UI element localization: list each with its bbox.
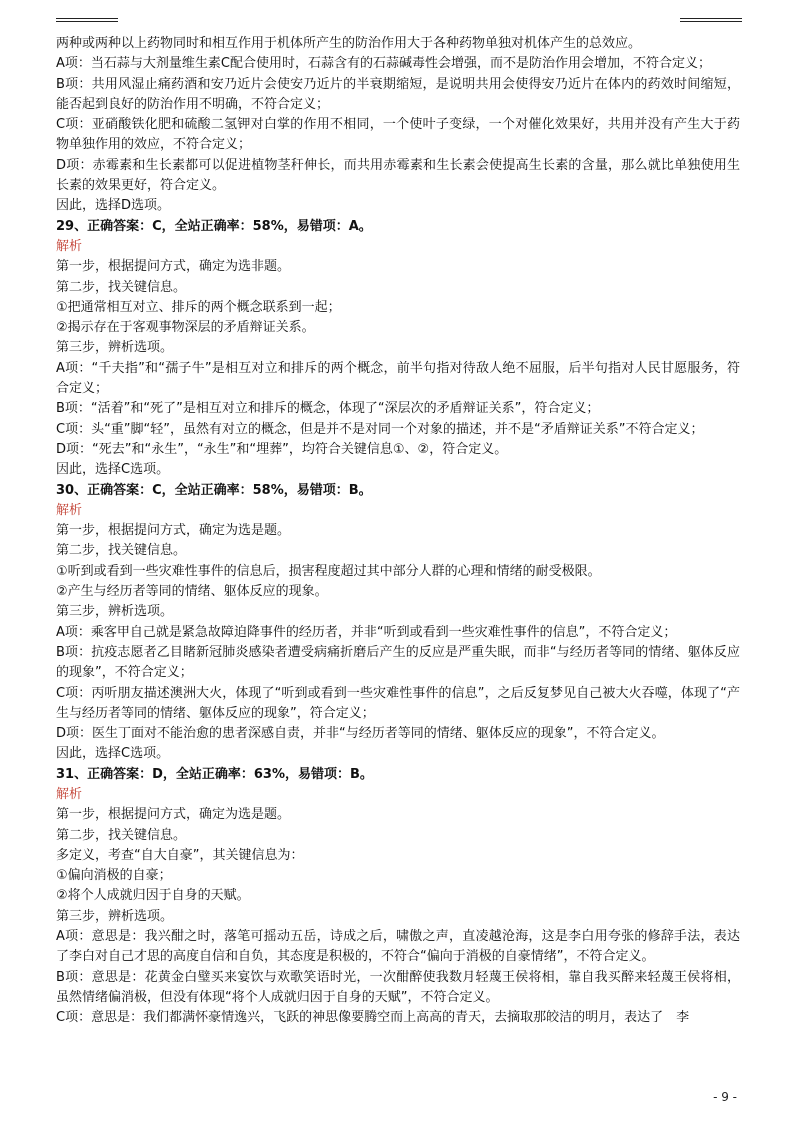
paragraph: 第三步，辨析选项。 bbox=[56, 908, 174, 924]
paragraph: A项：意思是：我兴酣之时，落笔可摇动五岳，诗成之后，啸傲之声，直凌越沧海，这是李白用夸张的修辞手法，表达了李白对自己才思的高度自信和自负，其态度是积极的，不符合“偏向于消极的自豪情绪”，不符合定义。 bbox=[56, 929, 740, 965]
document-body bbox=[56, 34, 740, 1029]
question-answer-heading: 31、正确答案：D，全站正确率：63%，易错项：B。 bbox=[56, 766, 373, 782]
paragraph: ②将个人成就归因于自身的天赋。 bbox=[56, 888, 250, 904]
paragraph: B项：“活着”和“死了”是相互对立和排斥的概念，体现了“深层次的矛盾辩证关系”，符合定义； bbox=[56, 401, 600, 417]
paragraph: C项：亚硝酸铁化肥和硫酸二氢钾对白掌的作用不相同，一个使叶子变绿，一个对催化效果好，共用并没有产生大于药物单独作用的效应，不符合定义； bbox=[56, 117, 740, 153]
paragraph: D项：医生丁面对不能治愈的患者深感自责，并非“与经历者等同的情绪、躯体反应的现象”，不符合定义。 bbox=[56, 726, 665, 742]
paragraph: 因此，选择D选项。 bbox=[56, 198, 171, 214]
paragraph: B项：意思是：花黄金白璧买来宴饮与欢歌笑语时光，一次酣醉使我数月轻蔑王侯将相，靠自我买醉来轻蔑王侯将相，虽然情绪偏消极，但没有体现“将个人成就归因于自身的天赋”，不符合定义。 bbox=[56, 969, 740, 1005]
paragraph: A项：“千夫指”和“孺子牛”是相互对立和排斥的两个概念，前半句指对待敌人绝不屈服，后半句指对人民甘愿服务，符合定义； bbox=[56, 360, 740, 397]
paragraph: 第一步，根据提问方式，确定为选非题。 bbox=[56, 259, 291, 275]
paragraph: 多定义，考查“自大自豪”，其关键信息为： bbox=[56, 847, 304, 863]
question-answer-heading: 30、正确答案：C，全站正确率：58%，易错项：B。 bbox=[56, 482, 372, 498]
paragraph: 两种或两种以上药物同时和相互作用于机体所产生的防治作用大于各种药物单独对机体产生的总效应。 bbox=[56, 36, 642, 51]
paragraph: ②产生与经历者等同的情绪、躯体反应的现象。 bbox=[56, 584, 328, 600]
paragraph: C项：丙听朋友描述澳洲大火，体现了“听到或看到一些灾难性事件的信息”，之后反复梦见自己被大火吞噬，体现了“产生与经历者等同的情绪、躯体反应的现象”，符合定义； bbox=[56, 685, 740, 721]
header-rule-right bbox=[680, 18, 742, 22]
paragraph: 第二步，找关键信息。 bbox=[56, 543, 187, 559]
paragraph: ②揭示存在于客观事物深层的矛盾辩证关系。 bbox=[56, 320, 315, 336]
paragraph: 因此，选择C选项。 bbox=[56, 746, 170, 762]
analysis-label: 解析 bbox=[56, 502, 83, 518]
paragraph: 第二步，找关键信息。 bbox=[56, 827, 187, 843]
analysis-label: 解析 bbox=[56, 238, 83, 254]
paragraph: 第一步，根据提问方式，确定为选是题。 bbox=[56, 807, 291, 823]
paragraph: B项：共用风湿止痛药酒和安乃近片会使安乃近片的半衰期缩短，是说明共用会使得安乃近片在体内的药效时间缩短，能否起到良好的防治作用不明确，不符合定义； bbox=[56, 76, 740, 112]
paragraph: D项：“死去”和“永生”，“永生”和“埋葬”，均符合关键信息①、②，符合定义。 bbox=[56, 441, 508, 457]
paragraph: 第三步，辨析选项。 bbox=[56, 604, 174, 620]
paragraph: C项：头“重”脚“轻”，虽然有对立的概念，但是并不是对同一个对象的描述，并不是“矛盾辩证关系”不符合定义； bbox=[56, 421, 704, 437]
header-rule-left bbox=[56, 18, 118, 22]
analysis-label: 解析 bbox=[56, 786, 83, 802]
question-answer-heading: 29、正确答案：C，全站正确率：58%，易错项：A。 bbox=[56, 218, 372, 234]
paragraph: B项：抗疫志愿者乙目睹新冠肺炎感染者遭受病痛折磨后产生的反应是严重失眠，而非“与经历者等同的情绪、躯体反应的现象”，不符合定义； bbox=[56, 644, 740, 681]
paragraph: 因此，选择C选项。 bbox=[56, 462, 170, 478]
paragraph: D项：赤霉素和生长素都可以促进植物茎秆伸长，而共用赤霉素和生长素会使提高生长素的含量，那么就比单独使用生长素的效果更好，符合定义。 bbox=[56, 157, 740, 194]
paragraph: A项：当石蒜与大剂量维生素C配合使用时，石蒜含有的石蒜碱毒性会增强，而不是防治作用会增加，不符合定义； bbox=[56, 56, 711, 72]
paragraph: 第二步，找关键信息。 bbox=[56, 279, 187, 295]
paragraph: ①把通常相互对立、排斥的两个概念联系到一起； bbox=[56, 299, 341, 315]
page-number: - 9 - bbox=[713, 1090, 737, 1104]
paragraph: A项：乘客甲自己就是紧急故障迫降事件的经历者，并非“听到或看到一些灾难性事件的信息”，不符合定义； bbox=[56, 624, 677, 640]
paragraph: 第三步，辨析选项。 bbox=[56, 340, 174, 356]
paragraph: ①听到或看到一些灾难性事件的信息后，损害程度超过其中部分人群的心理和情绪的耐受极限。 bbox=[56, 563, 601, 579]
paragraph: ①偏向消极的自豪； bbox=[56, 868, 172, 884]
paragraph: C项：意思是：我们都满怀豪情逸兴，飞跃的神思像要腾空而上高高的青天，去摘取那皎洁的明月，表达了 李 bbox=[56, 1010, 690, 1026]
paragraph: 第一步，根据提问方式，确定为选是题。 bbox=[56, 523, 291, 539]
